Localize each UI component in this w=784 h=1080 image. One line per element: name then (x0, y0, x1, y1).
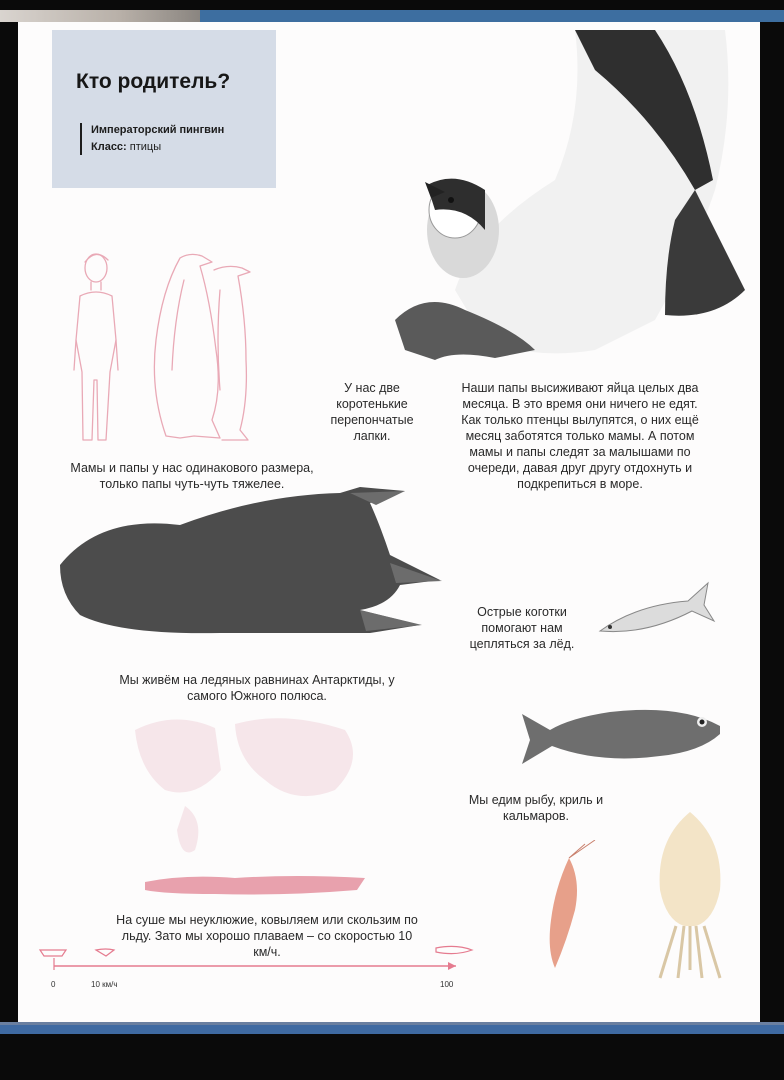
squid-icon (640, 810, 740, 980)
boat-icon (40, 950, 66, 956)
species-bar (80, 123, 82, 155)
penguin-foot-icon (60, 485, 445, 635)
class-line (91, 141, 161, 153)
page-title: Кто родитель? (76, 70, 231, 93)
world-map-icon (125, 710, 380, 900)
caption-eggs: Наши папы высиживают яйца целых два месяца. В это время они ничего не едят. Как только птенцы вылупятся, о них ещё месяц заботятся только мамы. А потом мамы и папы следят за малышами по очереди, давая друг другу отдохнуть и подкрепиться в море. (461, 381, 699, 491)
caption-claws: Острые коготки помогают нам цепляться за лёд. (469, 605, 575, 651)
fast-fish-icon (436, 946, 472, 953)
class-value: птицы (129, 141, 162, 153)
size-compare-sketch (70, 240, 260, 450)
caption-food: Мы едим рыбу, криль и кальмаров. (468, 793, 604, 823)
caption-feet: У нас две коротенькие перепончатые лапки. (330, 381, 414, 443)
book-spine-bottom (0, 1022, 784, 1080)
speed-tick-max: 100 (440, 980, 454, 989)
header-card (52, 30, 276, 188)
class-key: Класс: (91, 141, 127, 153)
krill-icon (525, 840, 605, 980)
species-label: Императорский пингвин (91, 124, 225, 136)
large-fish-icon (520, 690, 725, 770)
caption-habitat: Мы живём на ледяных равнинах Антарктиды, у самого Южного полюса. (119, 673, 395, 703)
person-sketch-icon (74, 254, 118, 440)
penguin-sketch-icon (154, 254, 250, 440)
speed-tick-penguin: 10 км/ч (91, 980, 118, 989)
caption-speed: На суше мы неуклюжие, ковыляем или скользим по льду. Зато мы хорошо плаваем – со скоростью 10 км/ч. (116, 913, 418, 959)
caption-size-compare: Мамы и папы у нас одинакового размера, только папы чуть-чуть тяжелее. (70, 461, 314, 491)
penguin-chick-icon (395, 30, 755, 370)
speed-tick-min: 0 (51, 980, 56, 989)
small-fish-icon (596, 575, 716, 645)
